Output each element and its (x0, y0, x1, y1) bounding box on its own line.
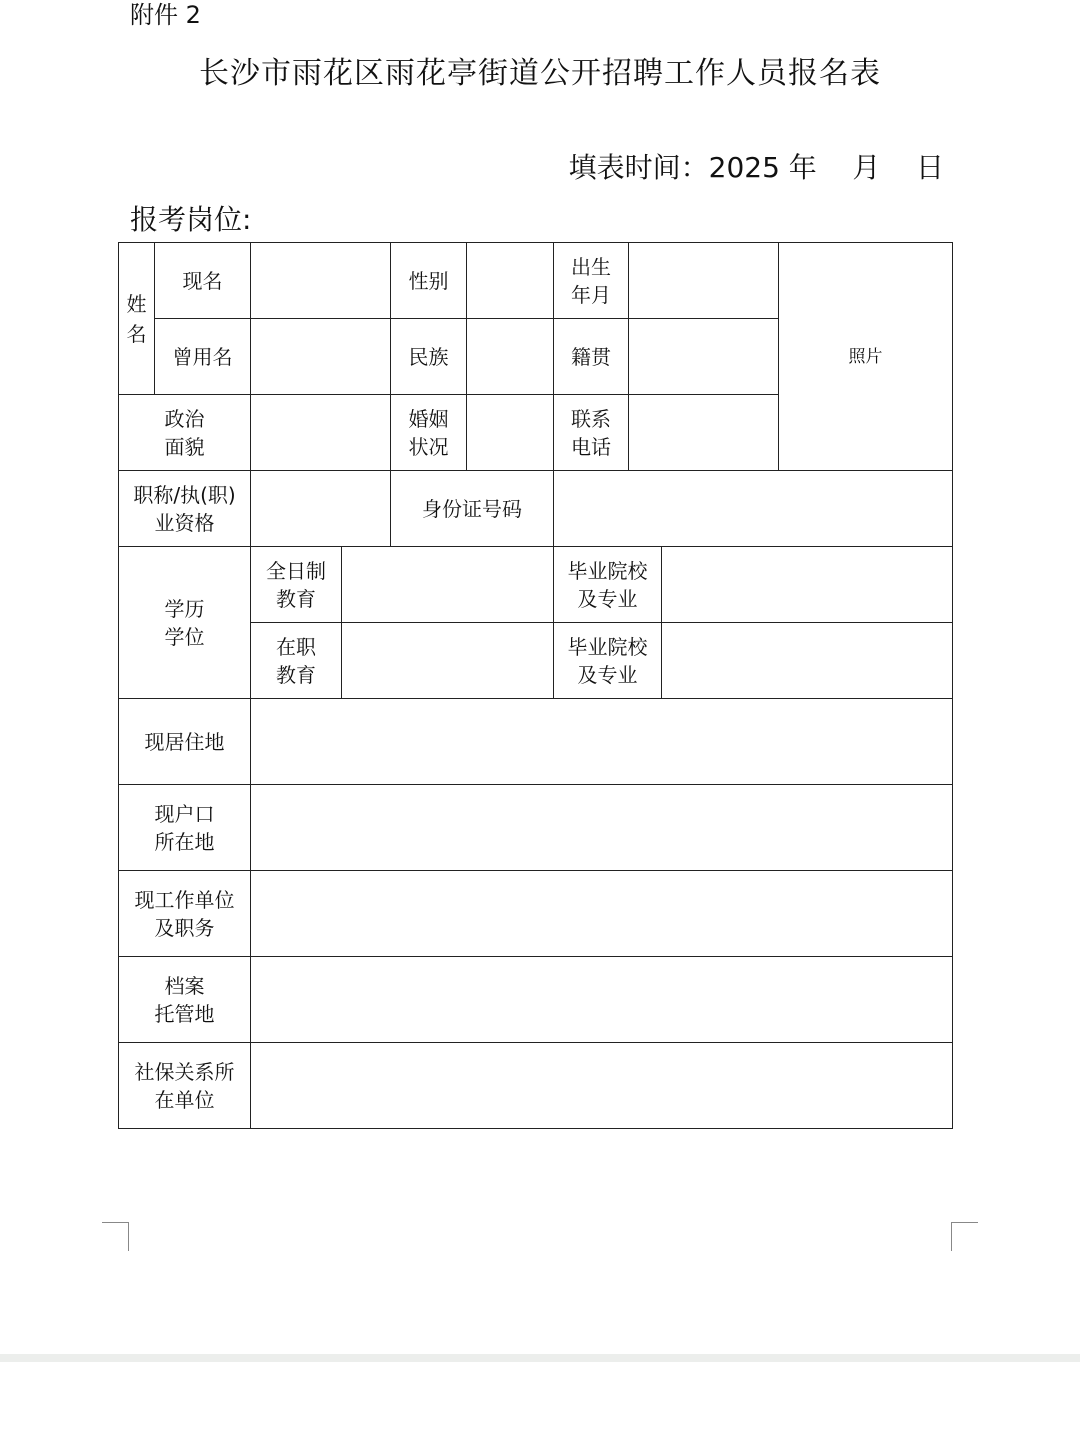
fulltime-school-field[interactable] (662, 547, 953, 623)
current-name-label: 现名 (155, 243, 251, 319)
archive-label: 档案 托管地 (119, 957, 251, 1043)
title-qual-label: 职称/执(职) 业资格 (119, 471, 251, 547)
native-place-label: 籍贯 (554, 319, 629, 395)
birth-field[interactable] (629, 243, 779, 319)
current-name-field[interactable] (251, 243, 391, 319)
social-security-label: 社保关系所 在单位 (119, 1043, 251, 1129)
hukou-field[interactable] (251, 785, 953, 871)
fulltime-field[interactable] (342, 547, 554, 623)
parttime-label: 在职 教育 (251, 623, 342, 699)
former-name-field[interactable] (251, 319, 391, 395)
political-field[interactable] (251, 395, 391, 471)
former-name-label: 曾用名 (155, 319, 251, 395)
parttime-field[interactable] (342, 623, 554, 699)
birth-label: 出生 年月 (554, 243, 629, 319)
title-qual-field[interactable] (251, 471, 391, 547)
social-security-field[interactable] (251, 1043, 953, 1129)
ethnicity-field[interactable] (467, 319, 554, 395)
residence-field[interactable] (251, 699, 953, 785)
ethnicity-label: 民族 (391, 319, 467, 395)
page-separator (0, 1354, 1080, 1362)
id-number-field[interactable] (554, 471, 953, 547)
hukou-label: 现户口 所在地 (119, 785, 251, 871)
id-number-label: 身份证号码 (391, 471, 554, 547)
next-page-area (0, 1362, 1080, 1440)
residence-label: 现居住地 (119, 699, 251, 785)
parttime-school-field[interactable] (662, 623, 953, 699)
fulltime-school-label: 毕业院校 及专业 (554, 547, 662, 623)
education-label: 学历 学位 (119, 547, 251, 699)
photo-box[interactable]: 照片 (779, 243, 953, 471)
work-unit-field[interactable] (251, 871, 953, 957)
parttime-school-label: 毕业院校 及专业 (554, 623, 662, 699)
archive-field[interactable] (251, 957, 953, 1043)
phone-label: 联系 电话 (554, 395, 629, 471)
fill-date: 填表时间：2025 年 月 日 (568, 151, 944, 184)
form-title: 长沙市雨花区雨花亭街道公开招聘工作人员报名表 (199, 56, 881, 91)
native-place-field[interactable] (629, 319, 779, 395)
attachment-label: 附件 2 (130, 1, 201, 29)
post-label: 报考岗位: (130, 203, 252, 236)
phone-field[interactable] (629, 395, 779, 471)
registration-form-table (118, 242, 953, 1129)
gender-field[interactable] (467, 243, 554, 319)
page-corner-mark-right (951, 1222, 978, 1251)
page-corner-mark-left (102, 1222, 129, 1251)
marital-field[interactable] (467, 395, 554, 471)
gender-label: 性别 (391, 243, 467, 319)
political-label: 政治 面貌 (119, 395, 251, 471)
marital-label: 婚姻 状况 (391, 395, 467, 471)
work-unit-label: 现工作单位 及职务 (119, 871, 251, 957)
name-group-label: 姓名 (119, 243, 155, 395)
fulltime-label: 全日制 教育 (251, 547, 342, 623)
